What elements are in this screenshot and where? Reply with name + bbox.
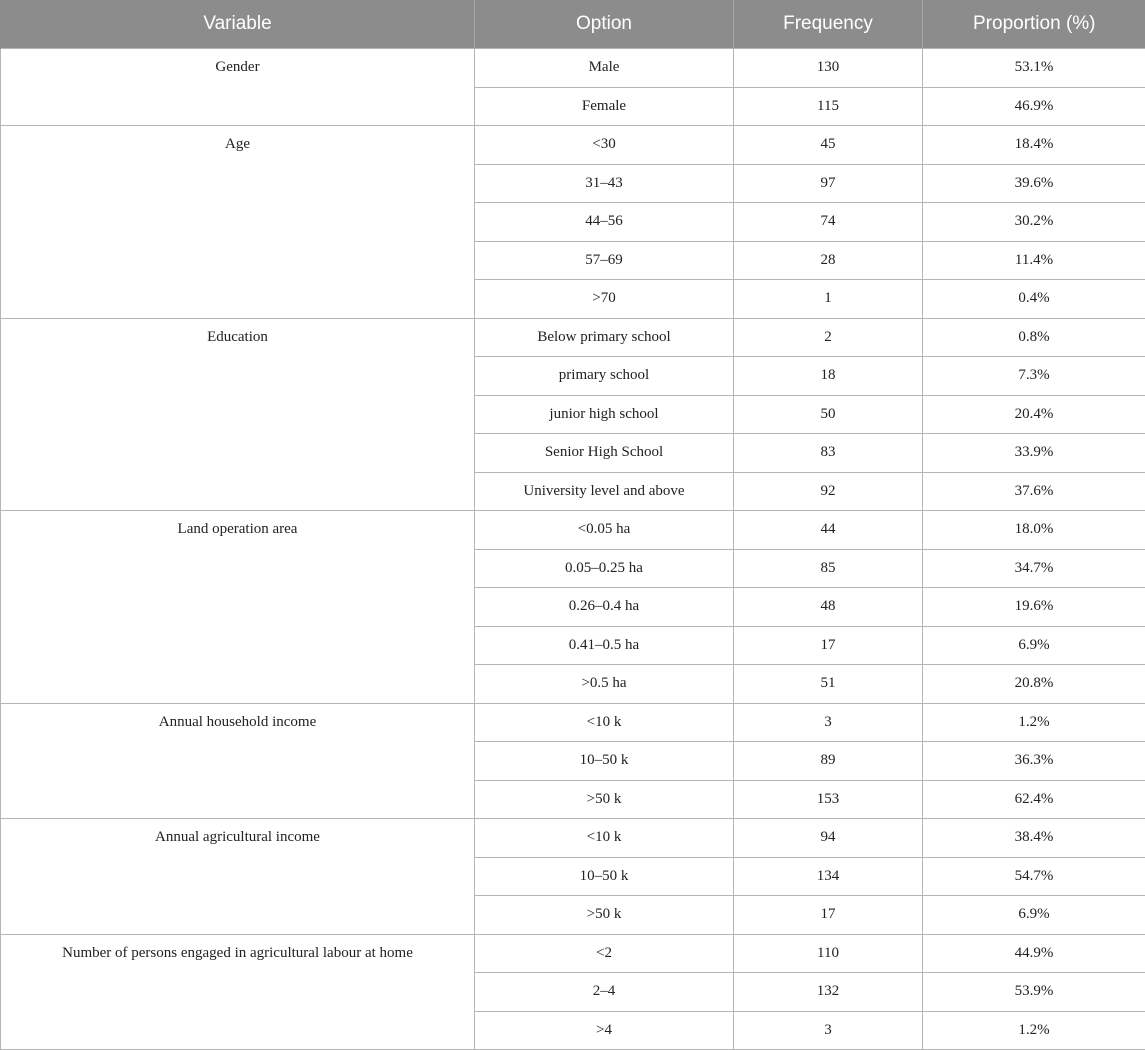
proportion-cell: 37.6% — [923, 472, 1145, 511]
frequency-cell: 132 — [734, 973, 923, 1012]
variable-cell: Annual household income — [1, 703, 475, 819]
frequency-cell: 51 — [734, 665, 923, 704]
option-cell: University level and above — [475, 472, 734, 511]
proportion-cell: 38.4% — [923, 819, 1145, 858]
frequency-cell: 28 — [734, 241, 923, 280]
proportion-cell: 36.3% — [923, 742, 1145, 781]
variable-cell: Gender — [1, 49, 475, 126]
option-cell: Below primary school — [475, 318, 734, 357]
option-cell: primary school — [475, 357, 734, 396]
proportion-cell: 1.2% — [923, 703, 1145, 742]
frequency-cell: 1 — [734, 280, 923, 319]
proportion-cell: 33.9% — [923, 434, 1145, 473]
frequency-cell: 115 — [734, 87, 923, 126]
table-header — [1, 0, 1145, 49]
frequency-cell: 134 — [734, 857, 923, 896]
proportion-cell: 53.1% — [923, 49, 1145, 88]
proportion-cell: 7.3% — [923, 357, 1145, 396]
option-cell: 44–56 — [475, 203, 734, 242]
frequency-cell: 94 — [734, 819, 923, 858]
frequency-cell: 153 — [734, 780, 923, 819]
frequency-cell: 44 — [734, 511, 923, 550]
table-row — [1, 318, 1145, 357]
option-cell: <0.05 ha — [475, 511, 734, 550]
proportion-cell: 44.9% — [923, 934, 1145, 973]
proportion-cell: 54.7% — [923, 857, 1145, 896]
frequency-cell: 89 — [734, 742, 923, 781]
option-cell: >0.5 ha — [475, 665, 734, 704]
proportion-cell: 62.4% — [923, 780, 1145, 819]
frequency-cell: 97 — [734, 164, 923, 203]
frequency-cell: 110 — [734, 934, 923, 973]
frequency-cell: 3 — [734, 703, 923, 742]
option-cell: <2 — [475, 934, 734, 973]
proportion-cell: 0.4% — [923, 280, 1145, 319]
option-cell: >4 — [475, 1011, 734, 1050]
header-row — [1, 0, 1145, 49]
frequency-cell: 130 — [734, 49, 923, 88]
proportion-cell: 18.0% — [923, 511, 1145, 550]
frequency-cell: 85 — [734, 549, 923, 588]
table-row — [1, 511, 1145, 550]
option-cell: junior high school — [475, 395, 734, 434]
proportion-cell: 19.6% — [923, 588, 1145, 627]
frequency-cell: 18 — [734, 357, 923, 396]
option-cell: >70 — [475, 280, 734, 319]
frequency-cell: 2 — [734, 318, 923, 357]
proportion-cell: 18.4% — [923, 126, 1145, 165]
frequency-cell: 74 — [734, 203, 923, 242]
proportion-cell: 20.4% — [923, 395, 1145, 434]
option-cell: Female — [475, 87, 734, 126]
table-row — [1, 819, 1145, 858]
header-option: Option — [475, 0, 734, 49]
variable-cell: Land operation area — [1, 511, 475, 704]
table-row — [1, 49, 1145, 88]
option-cell: <30 — [475, 126, 734, 165]
option-cell: 0.05–0.25 ha — [475, 549, 734, 588]
table-row — [1, 126, 1145, 165]
frequency-cell: 48 — [734, 588, 923, 627]
option-cell: Senior High School — [475, 434, 734, 473]
table-row — [1, 934, 1145, 973]
option-cell: 10–50 k — [475, 857, 734, 896]
option-cell: 2–4 — [475, 973, 734, 1012]
header-frequency: Frequency — [734, 0, 923, 49]
option-cell: >50 k — [475, 896, 734, 935]
proportion-cell: 6.9% — [923, 626, 1145, 665]
variable-cell: Number of persons engaged in agricultural labour at home — [1, 934, 475, 1050]
variable-cell: Age — [1, 126, 475, 319]
proportion-cell: 46.9% — [923, 87, 1145, 126]
frequency-cell: 3 — [734, 1011, 923, 1050]
option-cell: >50 k — [475, 780, 734, 819]
table-row — [1, 703, 1145, 742]
option-cell: 0.26–0.4 ha — [475, 588, 734, 627]
header-proportion: Proportion (%) — [923, 0, 1145, 49]
frequency-cell: 17 — [734, 896, 923, 935]
proportion-cell: 30.2% — [923, 203, 1145, 242]
proportion-cell: 53.9% — [923, 973, 1145, 1012]
proportion-cell: 39.6% — [923, 164, 1145, 203]
variable-cell: Annual agricultural income — [1, 819, 475, 935]
proportion-cell: 11.4% — [923, 241, 1145, 280]
option-cell: 0.41–0.5 ha — [475, 626, 734, 665]
frequency-cell: 50 — [734, 395, 923, 434]
frequency-cell: 17 — [734, 626, 923, 665]
variable-cell: Education — [1, 318, 475, 511]
option-cell: Male — [475, 49, 734, 88]
proportion-cell: 1.2% — [923, 1011, 1145, 1050]
proportion-cell: 6.9% — [923, 896, 1145, 935]
frequency-cell: 83 — [734, 434, 923, 473]
option-cell: <10 k — [475, 703, 734, 742]
table-body — [1, 49, 1145, 1050]
frequency-cell: 92 — [734, 472, 923, 511]
proportion-cell: 20.8% — [923, 665, 1145, 704]
option-cell: 31–43 — [475, 164, 734, 203]
option-cell: <10 k — [475, 819, 734, 858]
option-cell: 57–69 — [475, 241, 734, 280]
proportion-cell: 0.8% — [923, 318, 1145, 357]
header-variable: Variable — [1, 0, 475, 49]
frequency-cell: 45 — [734, 126, 923, 165]
option-cell: 10–50 k — [475, 742, 734, 781]
proportion-cell: 34.7% — [923, 549, 1145, 588]
